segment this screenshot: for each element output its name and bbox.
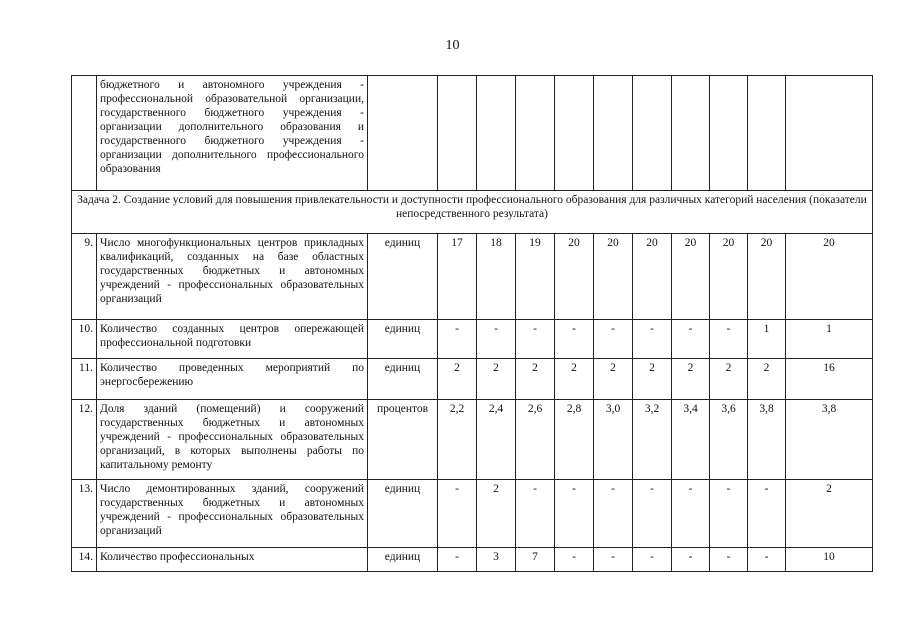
value-cell: - [438, 548, 477, 572]
value-cell: 7 [516, 548, 555, 572]
value-cell: 3,6 [710, 400, 748, 480]
value-cell: 3,8 [786, 400, 873, 480]
value-cell: 1 [786, 320, 873, 359]
value-cell [555, 76, 594, 191]
indicator-name: бюджетного и автономного учреждения - профессиональной образовательной организации, государственного бюджетного учреждения - организации дополнительного образования и государственного бюджетного учреждения - организации дополнительного профессионального образования [97, 76, 368, 191]
indicator-name: Число многофункциональных центров прикладных квалификаций, созданных на базе областных государственных бюджетных и автономных учреждений - профессиональных образовательных организаций [97, 234, 368, 320]
value-cell: 20 [748, 234, 786, 320]
value-cell: - [748, 480, 786, 548]
indicator-name: Количество проведенных мероприятий по энергосбережению [97, 359, 368, 400]
value-cell: 2 [786, 480, 873, 548]
table-row [72, 400, 873, 480]
value-cell: - [438, 320, 477, 359]
value-cell: - [710, 320, 748, 359]
indicator-name: Количество профессиональных [97, 548, 368, 572]
table-row [72, 548, 873, 572]
unit-cell: единиц [368, 359, 438, 400]
row-number: 14. [72, 548, 97, 572]
value-cell: 3 [477, 548, 516, 572]
value-cell: - [594, 548, 633, 572]
value-cell: 17 [438, 234, 477, 320]
indicator-name: Число демонтированных зданий, сооружений государственных бюджетных и автономных учреждений - профессиональных образовательных организаций [97, 480, 368, 548]
value-cell: 2 [633, 359, 672, 400]
value-cell: 2 [748, 359, 786, 400]
value-cell: 20 [672, 234, 710, 320]
table-row [72, 234, 873, 320]
value-cell: 2 [555, 359, 594, 400]
value-cell: 19 [516, 234, 555, 320]
value-cell: - [672, 548, 710, 572]
table-row-continued [72, 76, 873, 191]
value-cell: 2,8 [555, 400, 594, 480]
task-row [72, 191, 873, 234]
value-cell: - [672, 480, 710, 548]
table-row [72, 359, 873, 400]
value-cell [516, 76, 555, 191]
indicator-name: Доля зданий (помещений) и сооружений государственных бюджетных и автономных учреждений - профессиональных образовательных организаций, в которых выполнены работы по капитальному ремонту [97, 400, 368, 480]
value-cell: 20 [555, 234, 594, 320]
value-cell: - [594, 480, 633, 548]
value-cell: - [516, 480, 555, 548]
row-number: 12. [72, 400, 97, 480]
value-cell: 2 [710, 359, 748, 400]
value-cell: 2 [477, 359, 516, 400]
value-cell: 20 [594, 234, 633, 320]
task-heading: Задача 2. Создание условий для повышения привлекательности и доступности профессионального образования для различных категорий населения (показатели непосредственного результата) [72, 191, 873, 234]
table-row [72, 480, 873, 548]
value-cell [786, 76, 873, 191]
value-cell: - [633, 548, 672, 572]
value-cell: 3,0 [594, 400, 633, 480]
unit-cell: процентов [368, 400, 438, 480]
unit-cell: единиц [368, 480, 438, 548]
row-number: 10. [72, 320, 97, 359]
value-cell: - [555, 548, 594, 572]
value-cell: - [710, 548, 748, 572]
value-cell: - [748, 548, 786, 572]
value-cell: 2,4 [477, 400, 516, 480]
value-cell: 2 [672, 359, 710, 400]
value-cell: 18 [477, 234, 516, 320]
value-cell: 2,6 [516, 400, 555, 480]
value-cell: - [710, 480, 748, 548]
value-cell: - [633, 320, 672, 359]
value-cell [672, 76, 710, 191]
value-cell: 3,8 [748, 400, 786, 480]
indicators-table [71, 75, 873, 572]
table-row [72, 320, 873, 359]
table-body [72, 76, 873, 572]
value-cell: 3,4 [672, 400, 710, 480]
row-number: 11. [72, 359, 97, 400]
value-cell [748, 76, 786, 191]
value-cell: 2 [594, 359, 633, 400]
value-cell: - [672, 320, 710, 359]
unit-cell: единиц [368, 548, 438, 572]
value-cell: 2,2 [438, 400, 477, 480]
value-cell: 20 [786, 234, 873, 320]
value-cell: 2 [477, 480, 516, 548]
row-number: 13. [72, 480, 97, 548]
value-cell: 20 [710, 234, 748, 320]
value-cell [633, 76, 672, 191]
value-cell [438, 76, 477, 191]
indicator-name: Количество созданных центров опережающей профессиональной подготовки [97, 320, 368, 359]
value-cell: 10 [786, 548, 873, 572]
value-cell: 3,2 [633, 400, 672, 480]
unit-cell: единиц [368, 234, 438, 320]
value-cell: 1 [748, 320, 786, 359]
value-cell: - [516, 320, 555, 359]
value-cell: - [477, 320, 516, 359]
value-cell: 20 [633, 234, 672, 320]
row-number: 9. [72, 234, 97, 320]
value-cell [710, 76, 748, 191]
value-cell [477, 76, 516, 191]
value-cell: - [438, 480, 477, 548]
page-number: 10 [445, 38, 460, 53]
value-cell [594, 76, 633, 191]
unit-cell [368, 76, 438, 191]
value-cell: - [555, 480, 594, 548]
value-cell: 16 [786, 359, 873, 400]
row-number-cell [72, 76, 97, 191]
value-cell: 2 [516, 359, 555, 400]
value-cell: - [555, 320, 594, 359]
value-cell: - [633, 480, 672, 548]
unit-cell: единиц [368, 320, 438, 359]
value-cell: - [594, 320, 633, 359]
value-cell: 2 [438, 359, 477, 400]
